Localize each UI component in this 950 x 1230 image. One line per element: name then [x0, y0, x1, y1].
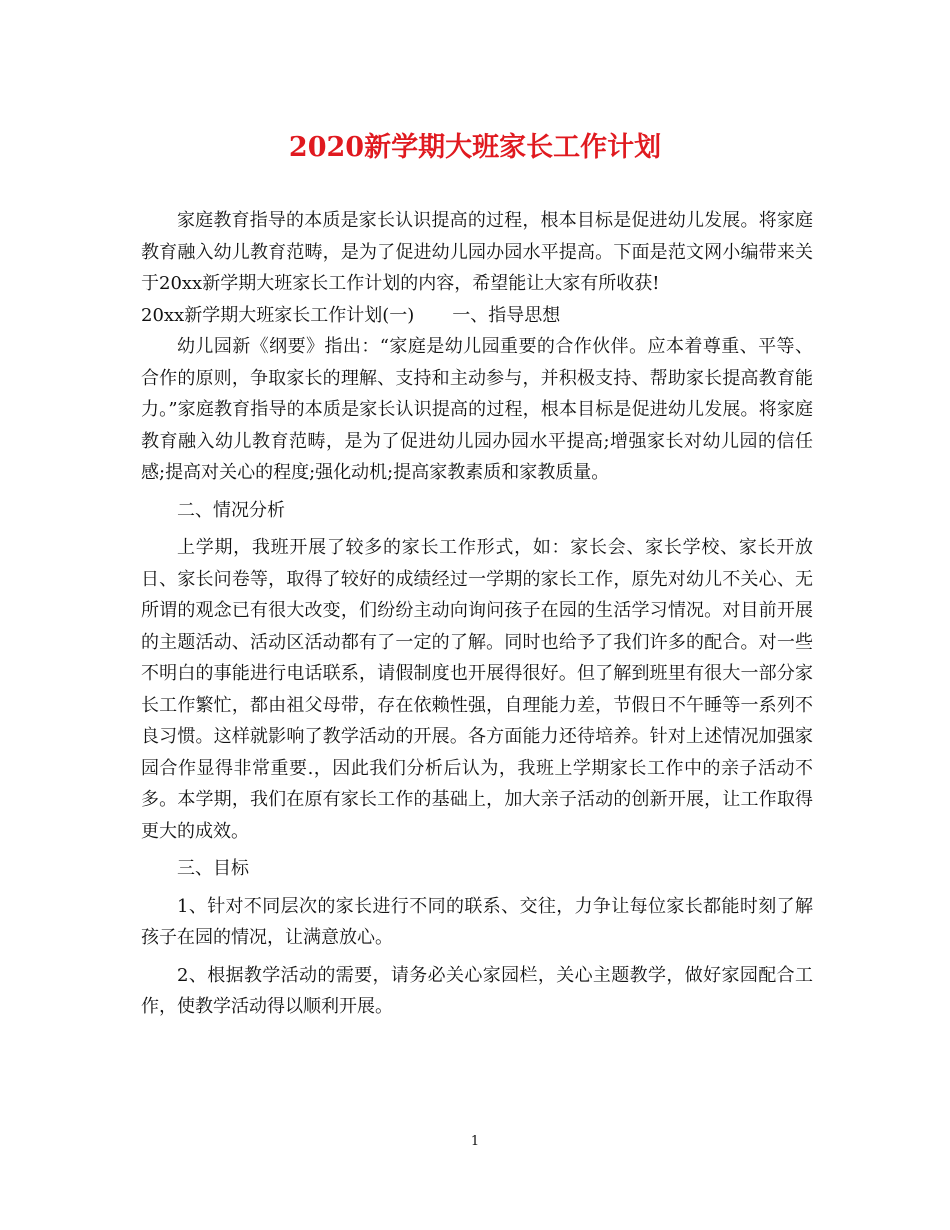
section-heading-goals: 三、目标	[177, 858, 249, 879]
document-body	[141, 205, 813, 1023]
section-body-guiding-ideology: 幼儿园新《纲要》指出：“家庭是幼儿园重要的合作伙伴。应本着尊重、平等、合作的原则，争取家长的理解、支持和主动参与，并积极支持、帮助家长提高教育能力。”家庭教育指导的本质是家长认识提高的过程，根本目标是促进幼儿发展。将家庭教育融入幼儿教育范畴，是为了促进幼儿园办园水平提高;增强家长对幼儿园的信任感;提高对关心的程度;强化动机;提高家教素质和家教质量。	[141, 336, 813, 483]
section-heading-guiding-ideology: 一、指导思想	[452, 304, 561, 326]
section-body-situation-analysis: 上学期，我班开展了较多的家长工作形式，如：家长会、家长学校、家长开放日、家长问卷等，取得了较好的成绩经过一学期的家长工作，原先对幼儿不关心、无所谓的观念已有很大改变，们纷纷主动向询问孩子在园的生活学习情况。对目前开展的主题活动、活动区活动都有了一定的了解。同时也给予了我们许多的配合。对一些不明白的事能进行电话联系，请假制度也开展得很好。但了解到班里有很大一部分家长工作繁忙，都由祖父母带，存在依赖性强，自理能力差，节假日不午睡等一系列不良习惯。这样就影响了教学活动的开展。各方面能力还待培养。针对上述情况加强家园合作显得非常重要.，因此我们分析后认为，我班上学期家长工作中的亲子活动不多。本学期，我们在原有家长工作的基础上，加大亲子活动的创新开展，让工作取得更大的成效。	[141, 537, 813, 842]
document-title: 2020新学期大班家长工作计划	[288, 132, 662, 163]
plan-heading: 20xx新学期大班家长工作计划(一)	[141, 304, 415, 326]
page-number: 1	[470, 1134, 480, 1149]
goal-item-2: 2、根据教学活动的需要，请务必关心家园栏，关心主题教学，做好家园配合工作，使教学活动得以顺利开展。	[141, 964, 813, 1017]
goal-item-1: 1、针对不同层次的家长进行不同的联系、交往，力争让每位家长都能时刻了解孩子在园的情况，让满意放心。	[141, 895, 813, 948]
section-heading-situation-analysis: 二、情况分析	[177, 499, 285, 521]
plan-heading-line	[141, 300, 813, 332]
intro-paragraph: 家庭教育指导的本质是家长认识提高的过程，根本目标是促进幼儿发展。将家庭教育融入幼儿教育范畴，是为了促进幼儿园办园水平提高。下面是范文网小编带来关于20xx新学期大班家长工作计划的内容，希望能让大家有所收获!	[141, 210, 813, 294]
